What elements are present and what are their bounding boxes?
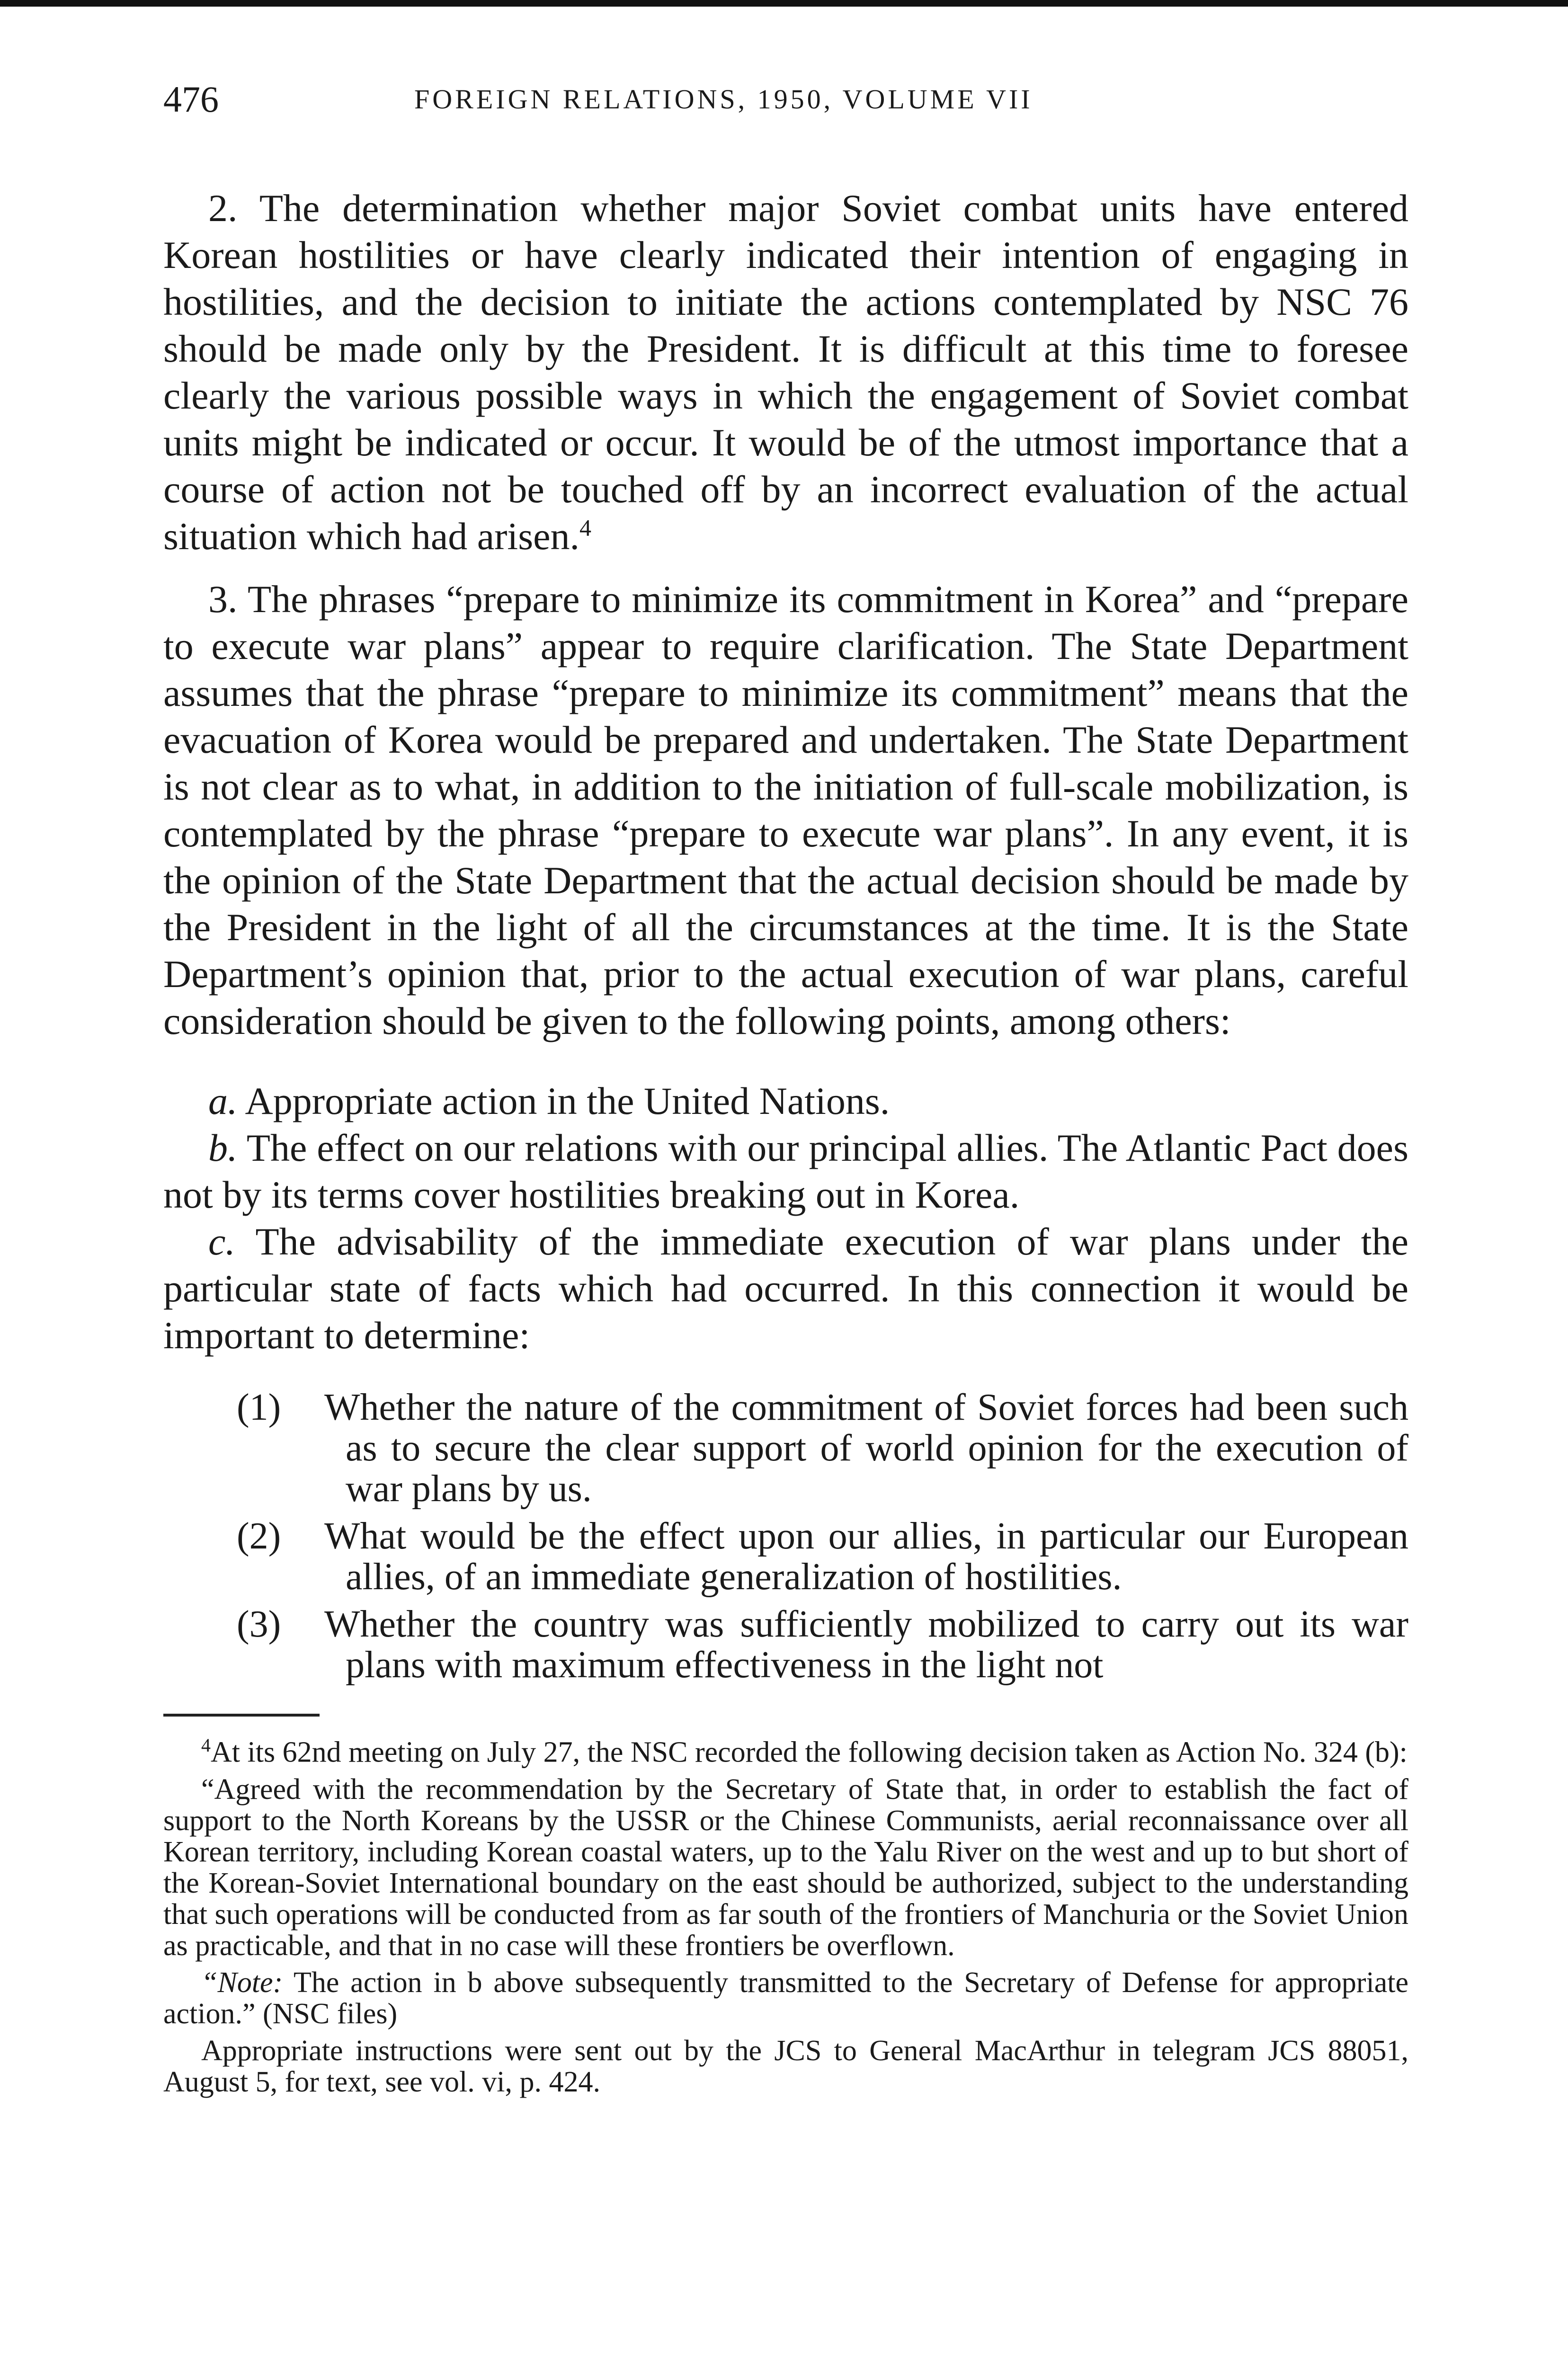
consideration-b-letter: b. xyxy=(208,1126,238,1169)
footnote-4-quote: “Agreed with the recommendation by the Secretary of State that, in order to establish the fact of support to the North Koreans by the USSR or the Chinese Communists, aerial reconnaissance over all Korean territory, including Korean coastal waters, up to the Yalu River on the west and up to but short of the Korean-Soviet International boundary on the east should be authorized, subject to the understanding that such operations will be conducted from as far south of the frontiers of Manchuria or the Soviet Union as practicable, and that in no case will these frontiers be overflown. xyxy=(163,1773,1408,1962)
list-item xyxy=(237,1516,1408,1597)
footnote-4-marker: 4 xyxy=(201,1735,211,1756)
consideration-a-text: Appropriate action in the United Nations. xyxy=(245,1079,890,1122)
footnotes xyxy=(163,1730,1408,2098)
footnote-4-note xyxy=(163,1967,1408,2029)
footnote-divider xyxy=(163,1714,320,1717)
consideration-a-letter: a. xyxy=(208,1079,238,1122)
footnote-reference: 4 xyxy=(579,514,592,541)
document-page xyxy=(163,71,1408,2103)
list-item xyxy=(237,1387,1408,1509)
consideration-c-text: The advisability of the immediate execution of war plans under the particular state of facts which had occurred. In this connection it would be important to determine: xyxy=(163,1220,1408,1357)
scan-top-border xyxy=(0,0,1568,7)
running-title: FOREIGN RELATIONS, 1950, VOLUME VII xyxy=(414,84,1033,115)
footnote-4-intro xyxy=(163,1730,1408,1768)
footnote-4-intro-text: At its 62nd meeting on July 27, the NSC recorded the following decision taken as Action No. 324 (b): xyxy=(211,1736,1408,1769)
consideration-b xyxy=(163,1124,1408,1218)
consideration-a xyxy=(163,1077,1408,1124)
consideration-c xyxy=(163,1218,1408,1359)
footnote-4-note-text: The action in b above subsequently transmitted to the Secretary of Defense for appropriate action.” (NSC files) xyxy=(163,1966,1408,2030)
list-item-text: Whether the nature of the commitment of Soviet forces had been such as to secure the clear support of world opinion for the execution of war plans by us. xyxy=(324,1387,1408,1510)
list-item-number: (3) xyxy=(237,1603,281,1645)
paragraph-2 xyxy=(163,185,1408,560)
list-item-number: (2) xyxy=(237,1515,281,1557)
numbered-list xyxy=(163,1387,1408,1685)
consideration-c-letter: c. xyxy=(208,1220,235,1263)
list-item-number: (1) xyxy=(237,1387,281,1428)
running-header xyxy=(163,71,1408,128)
list-item xyxy=(237,1604,1408,1685)
paragraph-3: 3. The phrases “prepare to minimize its commitment in Korea” and “prepare to execute war plans” appear to require clarification. The State Department assumes that the phrase “prepare to minimize its commitment” means that the evacuation of Korea would be prepared and undertaken. The State Department is not clear as to what, in addition to the initiation of full-scale mobilization, is contemplated by the phrase “prepare to execute war plans”. In any event, it is the opinion of the State Department that the actual decision should be made by the President in the light of all the circumstances at the time. It is the State Department’s opinion that, prior to the actual execution of war plans, careful consideration should be given to the following points, among others: xyxy=(163,578,1408,1042)
footnote-4-instructions: Appropriate instructions were sent out by the JCS to General MacArthur in telegram JCS 88051, August 5, for text, see vol. vi, p. 424. xyxy=(163,2034,1408,2098)
paragraph-2-text: 2. The determination whether major Soviet combat units have entered Korean hostilities or have clearly indicated their intention of engaging in hostilities, and the decision to initiate the actions contemplated by NSC 76 should be made only by the President. It is difficult at this time to foresee clearly the various possible ways in which the engagement of Soviet combat units might be indicated or occur. It would be of the utmost importance that a course of action not be touched off by an incorrect evaluation of the actual situation which had arisen. xyxy=(163,187,1408,558)
consideration-b-text: The effect on our relations with our principal allies. The Atlantic Pact does not by its terms cover hostilities breaking out in Korea. xyxy=(163,1126,1408,1216)
page-number: 476 xyxy=(163,79,219,120)
list-item-text: Whether the country was sufficiently mobilized to carry out its war plans with maximum effectiveness in the light not xyxy=(324,1603,1408,1686)
list-item-text: What would be the effect upon our allies, in particular our European allies, of an immediate generalization of hostilities. xyxy=(324,1515,1408,1598)
body-text xyxy=(163,185,1408,1685)
footnote-4-note-label: “Note: xyxy=(201,1966,283,1999)
